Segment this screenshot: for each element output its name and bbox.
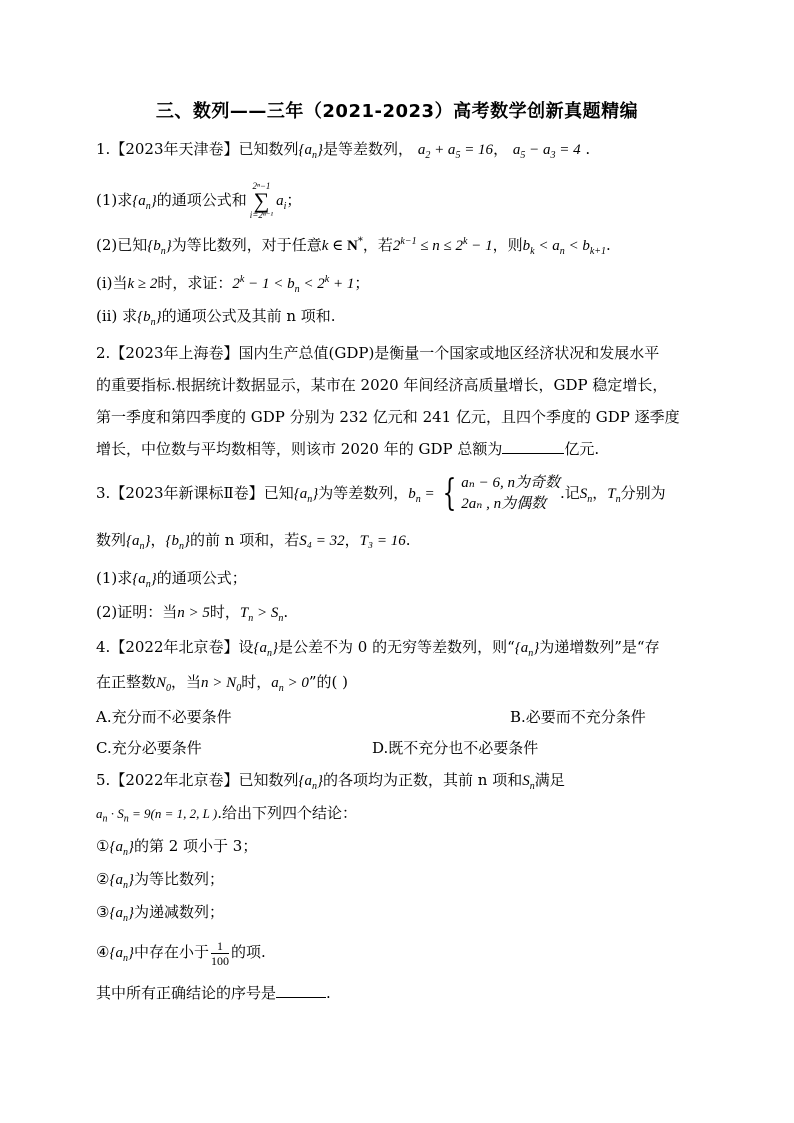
option-d: D.既不充分也不必要条件	[372, 739, 539, 757]
answer-blank	[276, 983, 326, 998]
answer-blank	[502, 439, 564, 454]
q2-line3: 第一季度和第四季度的 GDP 分别为 232 亿元和 241 亿元，且四个季度的 GDP 逐季度	[96, 408, 680, 426]
q2-line1: 2.【2023年上海卷】国内生产总值(GDP)是衡量一个国家或地区经济状况和发展水平	[96, 344, 660, 362]
option-a: A.充分而不必要条件	[96, 708, 232, 726]
q5-conclusion-4: $④\{a_n\}$中存在小于 $\frac{1}{100}$ 的项.	[96, 938, 266, 968]
q2-line4: 增长，中位数与平均数相等，则该市 2020 年的 GDP 总额为 亿元.	[96, 440, 600, 458]
q1-source: 【2023年天津卷】	[110, 140, 239, 158]
page-title: 三、数列——三年（2021-2023）高考数学创新真题精编	[155, 101, 639, 122]
q5-line1: 5.【2022年北京卷】已知数列$\{a_n\}$的各项均为正数，其前 n 项和$S_n$满足	[96, 771, 565, 792]
q1-part2: (2)已知$\{b_n\}$为等比数列，对于任意k ∈ N*，若$2^{k-1} \le n \le 2^k - 1$，则$b_k < a_n < b_{k+1}$.	[96, 236, 611, 257]
q1-cond1: $a_2 + a_5 = 16$	[417, 142, 494, 161]
q3-line2: 数列$\{a_n\}$，$\{b_n\}$的前 n 项和，若S₄ = 32，T₃ = 16.	[96, 531, 411, 552]
q1-number: 1.	[96, 140, 111, 158]
q2-line2: 的重要指标.根据统计数据显示，某市在 2020 年间经济高质量增长，GDP 稳定增长，	[96, 376, 668, 394]
q1-part2-i: (i)当k ≥ 2时，求证：$2^k - 1 < b_n < 2^k + 1$；	[96, 274, 370, 295]
q5-line2: $a_n \cdot S_n = 9(n = 1$, 2, L ).给出下列四个结论：	[96, 804, 357, 825]
option-b: B.必要而不充分条件	[510, 708, 646, 726]
q4-line2: 在正整数$N_0$，当$n > N_0$时，$a_n > 0$”的( )	[96, 673, 348, 694]
q2-source: 【2023年上海卷】	[110, 344, 239, 362]
q3-part1: (1)求$\{a_n\}$的通项公式；	[96, 569, 247, 590]
q5-conclusion-2: $②\{a_n\}$为等比数列；	[96, 870, 224, 891]
q3-source: 【2023年新课标Ⅱ卷】	[110, 484, 264, 502]
q1-part2-ii: (ii) 求$\{b_n\}$的通项公式及其前 n 项和.	[96, 307, 336, 328]
q5-source: 【2022年北京卷】	[110, 771, 239, 789]
q4-line1: 4.【2022年北京卷】设$\{a_n\}$是公差不为 0 的无穷等差数列，则“$\{a_n\}$为递增数列”是“存	[96, 638, 660, 659]
q5-conclusion-3: $③\{a_n\}$为递减数列；	[96, 903, 224, 924]
q4-source: 【2022年北京卷】	[110, 638, 239, 656]
piecewise-brace: {	[442, 473, 457, 514]
summation-symbol: 2ⁿ−1 ∑ i=2ⁿ⁻¹	[249, 181, 274, 220]
option-c: C.充分必要条件	[96, 739, 202, 757]
q1-part1: (1)求$\{a_n\}$的通项公式和 2ⁿ−1 ∑ i=2ⁿ⁻¹ $a_i$；	[96, 181, 302, 220]
q1-stem: 1.【2023年天津卷】已知数列$\{a_n\}$是等差数列， $a_2 + a_5 = 16$， $a_5 - a_3 = 4$ .	[96, 140, 591, 161]
q3-part2: (2)证明：当n > 5时，$T_n > S_n$.	[96, 603, 289, 624]
q1-cond2: $a_5 - a_3 = 4$	[512, 142, 581, 161]
q5-conclusion-1: $①\{a_n\}$的第 2 项小于 3；	[96, 837, 258, 858]
fraction: $\frac{1}{100}$	[210, 938, 229, 968]
q3-stem: 3.【2023年新课标Ⅱ卷】已知$\{a_n\}$为等差数列，$b_n$ = { aₙ − 6, n为奇数 2aₙ , n为偶数 .记$S_n$，$T_n$分别为	[96, 473, 666, 514]
q5-question: 其中所有正确结论的序号是 .	[96, 984, 331, 1002]
piecewise-function: aₙ − 6, n为奇数 2aₙ , n为偶数	[461, 475, 560, 512]
